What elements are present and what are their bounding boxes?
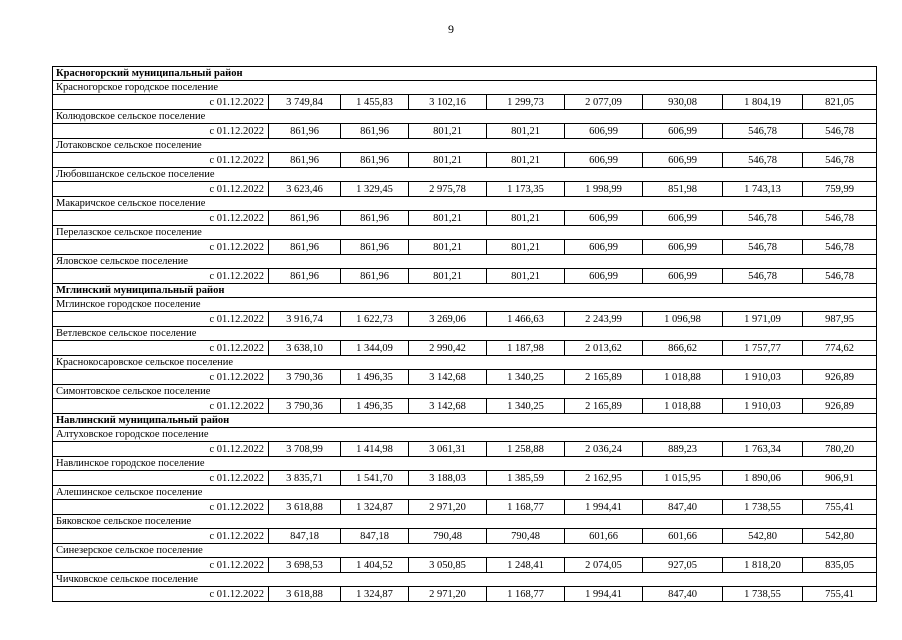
tariff-value-cell: 3 050,85 bbox=[409, 558, 487, 573]
tariff-value-cell: 801,21 bbox=[409, 153, 487, 168]
tariff-value-cell: 606,99 bbox=[565, 211, 643, 226]
tariff-value-cell: 546,78 bbox=[723, 211, 803, 226]
tariff-values-row bbox=[53, 399, 877, 414]
tariff-value-cell: 1 187,98 bbox=[487, 341, 565, 356]
tariff-value-cell: 606,99 bbox=[565, 153, 643, 168]
settlement-row bbox=[53, 226, 877, 240]
settlement-name: Любовшанское сельское поселение bbox=[53, 168, 877, 182]
effective-date-cell: с 01.12.2022 bbox=[53, 240, 269, 255]
tariff-value-cell: 3 790,36 bbox=[269, 399, 341, 414]
tariff-value-cell: 1 324,87 bbox=[341, 500, 409, 515]
settlement-name: Краснокосаровское сельское поселение bbox=[53, 356, 877, 370]
settlement-name: Лотаковское сельское поселение bbox=[53, 139, 877, 153]
tariff-value-cell: 1 096,98 bbox=[643, 312, 723, 327]
tariff-value-cell: 2 036,24 bbox=[565, 442, 643, 457]
effective-date-cell: с 01.12.2022 bbox=[53, 182, 269, 197]
tariff-value-cell: 1 173,35 bbox=[487, 182, 565, 197]
tariff-value-cell: 847,40 bbox=[643, 587, 723, 602]
settlement-name: Бяковское сельское поселение bbox=[53, 515, 877, 529]
tariff-value-cell: 1 015,95 bbox=[643, 471, 723, 486]
tariff-value-cell: 3 618,88 bbox=[269, 587, 341, 602]
tariff-values-row bbox=[53, 529, 877, 544]
effective-date-cell: с 01.12.2022 bbox=[53, 95, 269, 110]
tariff-value-cell: 1 971,09 bbox=[723, 312, 803, 327]
section-row bbox=[53, 414, 877, 428]
effective-date-cell: с 01.12.2022 bbox=[53, 153, 269, 168]
tariff-value-cell: 1 998,99 bbox=[565, 182, 643, 197]
tariff-value-cell: 1 910,03 bbox=[723, 399, 803, 414]
tariff-value-cell: 851,98 bbox=[643, 182, 723, 197]
tariff-value-cell: 801,21 bbox=[409, 124, 487, 139]
tariff-value-cell: 606,99 bbox=[643, 240, 723, 255]
tariff-value-cell: 801,21 bbox=[409, 211, 487, 226]
tariff-value-cell: 2 165,89 bbox=[565, 370, 643, 385]
tariff-values-row bbox=[53, 153, 877, 168]
tariff-value-cell: 1 541,70 bbox=[341, 471, 409, 486]
settlement-row bbox=[53, 168, 877, 182]
tariff-value-cell: 801,21 bbox=[487, 153, 565, 168]
tariff-value-cell: 930,08 bbox=[643, 95, 723, 110]
settlement-name: Яловское сельское поселение bbox=[53, 255, 877, 269]
tariff-values-row bbox=[53, 370, 877, 385]
tariff-value-cell: 542,80 bbox=[723, 529, 803, 544]
tariff-value-cell: 926,89 bbox=[803, 370, 877, 385]
tariff-value-cell: 2 074,05 bbox=[565, 558, 643, 573]
tariff-value-cell: 2 165,89 bbox=[565, 399, 643, 414]
tariff-value-cell: 2 990,42 bbox=[409, 341, 487, 356]
tariff-value-cell: 2 975,78 bbox=[409, 182, 487, 197]
tariff-value-cell: 546,78 bbox=[723, 153, 803, 168]
tariff-value-cell: 3 061,31 bbox=[409, 442, 487, 457]
tariff-table bbox=[52, 66, 877, 602]
tariff-value-cell: 889,23 bbox=[643, 442, 723, 457]
tariff-value-cell: 3 188,03 bbox=[409, 471, 487, 486]
tariff-value-cell: 861,96 bbox=[341, 240, 409, 255]
tariff-value-cell: 546,78 bbox=[803, 240, 877, 255]
tariff-value-cell: 1 385,59 bbox=[487, 471, 565, 486]
settlement-row bbox=[53, 327, 877, 341]
tariff-value-cell: 601,66 bbox=[643, 529, 723, 544]
tariff-values-row bbox=[53, 500, 877, 515]
tariff-value-cell: 1 763,34 bbox=[723, 442, 803, 457]
tariff-value-cell: 835,05 bbox=[803, 558, 877, 573]
tariff-value-cell: 601,66 bbox=[565, 529, 643, 544]
tariff-value-cell: 606,99 bbox=[643, 211, 723, 226]
tariff-value-cell: 3 102,16 bbox=[409, 95, 487, 110]
tariff-value-cell: 755,41 bbox=[803, 587, 877, 602]
section-title: Красногорский муниципальный район bbox=[53, 67, 877, 81]
tariff-value-cell: 3 698,53 bbox=[269, 558, 341, 573]
tariff-value-cell: 1 738,55 bbox=[723, 587, 803, 602]
tariff-value-cell: 546,78 bbox=[803, 153, 877, 168]
tariff-value-cell: 861,96 bbox=[269, 153, 341, 168]
tariff-value-cell: 1 404,52 bbox=[341, 558, 409, 573]
tariff-value-cell: 1 455,83 bbox=[341, 95, 409, 110]
tariff-value-cell: 3 623,46 bbox=[269, 182, 341, 197]
tariff-value-cell: 1 496,35 bbox=[341, 399, 409, 414]
section-row bbox=[53, 284, 877, 298]
settlement-row bbox=[53, 356, 877, 370]
settlement-row bbox=[53, 544, 877, 558]
tariff-value-cell: 1 018,88 bbox=[643, 370, 723, 385]
tariff-values-row bbox=[53, 312, 877, 327]
effective-date-cell: с 01.12.2022 bbox=[53, 442, 269, 457]
tariff-value-cell: 821,05 bbox=[803, 95, 877, 110]
tariff-value-cell: 987,95 bbox=[803, 312, 877, 327]
settlement-row bbox=[53, 486, 877, 500]
tariff-value-cell: 1 757,77 bbox=[723, 341, 803, 356]
tariff-value-cell: 1 890,06 bbox=[723, 471, 803, 486]
tariff-value-cell: 546,78 bbox=[723, 269, 803, 284]
settlement-row bbox=[53, 515, 877, 529]
tariff-value-cell: 755,41 bbox=[803, 500, 877, 515]
tariff-value-cell: 861,96 bbox=[269, 124, 341, 139]
tariff-value-cell: 1 818,20 bbox=[723, 558, 803, 573]
settlement-row bbox=[53, 81, 877, 95]
tariff-value-cell: 847,18 bbox=[269, 529, 341, 544]
tariff-value-cell: 3 749,84 bbox=[269, 95, 341, 110]
tariff-value-cell: 801,21 bbox=[487, 269, 565, 284]
tariff-value-cell: 1 994,41 bbox=[565, 587, 643, 602]
tariff-value-cell: 546,78 bbox=[803, 269, 877, 284]
tariff-value-cell: 847,18 bbox=[341, 529, 409, 544]
settlement-row bbox=[53, 298, 877, 312]
settlement-row bbox=[53, 139, 877, 153]
tariff-value-cell: 1 299,73 bbox=[487, 95, 565, 110]
tariff-value-cell: 861,96 bbox=[269, 269, 341, 284]
settlement-name: Мглинское городское поселение bbox=[53, 298, 877, 312]
tariff-value-cell: 759,99 bbox=[803, 182, 877, 197]
tariff-value-cell: 606,99 bbox=[565, 124, 643, 139]
tariff-value-cell: 1 994,41 bbox=[565, 500, 643, 515]
effective-date-cell: с 01.12.2022 bbox=[53, 471, 269, 486]
tariff-value-cell: 926,89 bbox=[803, 399, 877, 414]
table-body bbox=[53, 67, 877, 602]
tariff-values-row bbox=[53, 95, 877, 110]
tariff-value-cell: 1 414,98 bbox=[341, 442, 409, 457]
tariff-values-row bbox=[53, 442, 877, 457]
tariff-value-cell: 866,62 bbox=[643, 341, 723, 356]
effective-date-cell: с 01.12.2022 bbox=[53, 312, 269, 327]
settlement-row bbox=[53, 428, 877, 442]
tariff-values-row bbox=[53, 558, 877, 573]
tariff-value-cell: 861,96 bbox=[341, 153, 409, 168]
tariff-values-row bbox=[53, 269, 877, 284]
settlement-row bbox=[53, 110, 877, 124]
settlement-name: Чичковское сельское поселение bbox=[53, 573, 877, 587]
tariff-value-cell: 1 804,19 bbox=[723, 95, 803, 110]
section-title: Навлинский муниципальный район bbox=[53, 414, 877, 428]
tariff-value-cell: 847,40 bbox=[643, 500, 723, 515]
effective-date-cell: с 01.12.2022 bbox=[53, 558, 269, 573]
section-row bbox=[53, 67, 877, 81]
tariff-value-cell: 1 168,77 bbox=[487, 587, 565, 602]
settlement-name: Макаричское сельское поселение bbox=[53, 197, 877, 211]
tariff-value-cell: 2 971,20 bbox=[409, 587, 487, 602]
tariff-value-cell: 861,96 bbox=[341, 211, 409, 226]
settlement-row bbox=[53, 385, 877, 399]
settlement-name: Алтуховское городское поселение bbox=[53, 428, 877, 442]
tariff-value-cell: 3 142,68 bbox=[409, 399, 487, 414]
tariff-value-cell: 1 340,25 bbox=[487, 399, 565, 414]
settlement-row bbox=[53, 573, 877, 587]
tariff-value-cell: 606,99 bbox=[565, 240, 643, 255]
tariff-value-cell: 546,78 bbox=[723, 124, 803, 139]
tariff-value-cell: 3 142,68 bbox=[409, 370, 487, 385]
settlement-name: Перелазское сельское поселение bbox=[53, 226, 877, 240]
tariff-value-cell: 801,21 bbox=[409, 240, 487, 255]
tariff-value-cell: 3 618,88 bbox=[269, 500, 341, 515]
tariff-value-cell: 3 638,10 bbox=[269, 341, 341, 356]
tariff-value-cell: 2 013,62 bbox=[565, 341, 643, 356]
tariff-value-cell: 542,80 bbox=[803, 529, 877, 544]
tariff-value-cell: 606,99 bbox=[565, 269, 643, 284]
effective-date-cell: с 01.12.2022 bbox=[53, 341, 269, 356]
tariff-value-cell: 3 708,99 bbox=[269, 442, 341, 457]
effective-date-cell: с 01.12.2022 bbox=[53, 399, 269, 414]
tariff-value-cell: 606,99 bbox=[643, 269, 723, 284]
tariff-value-cell: 861,96 bbox=[269, 211, 341, 226]
settlement-row bbox=[53, 457, 877, 471]
tariff-values-row bbox=[53, 240, 877, 255]
tariff-value-cell: 1 329,45 bbox=[341, 182, 409, 197]
page-number: 9 bbox=[448, 22, 454, 36]
tariff-value-cell: 774,62 bbox=[803, 341, 877, 356]
tariff-values-row bbox=[53, 341, 877, 356]
section-title: Мглинский муниципальный район bbox=[53, 284, 877, 298]
tariff-value-cell: 780,20 bbox=[803, 442, 877, 457]
effective-date-cell: с 01.12.2022 bbox=[53, 587, 269, 602]
settlement-name: Красногорское городское поселение bbox=[53, 81, 877, 95]
tariff-value-cell: 861,96 bbox=[269, 240, 341, 255]
tariff-value-cell: 1 340,25 bbox=[487, 370, 565, 385]
tariff-value-cell: 1 258,88 bbox=[487, 442, 565, 457]
tariff-value-cell: 546,78 bbox=[803, 211, 877, 226]
tariff-value-cell: 2 243,99 bbox=[565, 312, 643, 327]
tariff-value-cell: 790,48 bbox=[487, 529, 565, 544]
tariff-value-cell: 927,05 bbox=[643, 558, 723, 573]
settlement-name: Синезерское сельское поселение bbox=[53, 544, 877, 558]
tariff-value-cell: 801,21 bbox=[487, 240, 565, 255]
tariff-value-cell: 1 622,73 bbox=[341, 312, 409, 327]
tariff-value-cell: 2 077,09 bbox=[565, 95, 643, 110]
tariff-value-cell: 861,96 bbox=[341, 269, 409, 284]
settlement-name: Навлинское городское поселение bbox=[53, 457, 877, 471]
tariff-value-cell: 2 162,95 bbox=[565, 471, 643, 486]
settlement-name: Алешинское сельское поселение bbox=[53, 486, 877, 500]
tariff-value-cell: 3 916,74 bbox=[269, 312, 341, 327]
effective-date-cell: с 01.12.2022 bbox=[53, 124, 269, 139]
settlement-name: Симонтовское сельское поселение bbox=[53, 385, 877, 399]
settlement-row bbox=[53, 197, 877, 211]
tariff-value-cell: 1 324,87 bbox=[341, 587, 409, 602]
tariff-value-cell: 2 971,20 bbox=[409, 500, 487, 515]
tariff-value-cell: 1 910,03 bbox=[723, 370, 803, 385]
tariff-value-cell: 1 018,88 bbox=[643, 399, 723, 414]
tariff-values-row bbox=[53, 211, 877, 226]
tariff-value-cell: 1 344,09 bbox=[341, 341, 409, 356]
effective-date-cell: с 01.12.2022 bbox=[53, 370, 269, 385]
settlement-name: Колюдовское сельское поселение bbox=[53, 110, 877, 124]
tariff-values-row bbox=[53, 124, 877, 139]
effective-date-cell: с 01.12.2022 bbox=[53, 269, 269, 284]
tariff-value-cell: 1 738,55 bbox=[723, 500, 803, 515]
tariff-value-cell: 1 496,35 bbox=[341, 370, 409, 385]
effective-date-cell: с 01.12.2022 bbox=[53, 211, 269, 226]
tariff-value-cell: 790,48 bbox=[409, 529, 487, 544]
tariff-value-cell: 861,96 bbox=[341, 124, 409, 139]
tariff-value-cell: 546,78 bbox=[723, 240, 803, 255]
tariff-value-cell: 3 269,06 bbox=[409, 312, 487, 327]
settlement-name: Ветлевское сельское поселение bbox=[53, 327, 877, 341]
tariff-value-cell: 3 835,71 bbox=[269, 471, 341, 486]
tariff-value-cell: 1 466,63 bbox=[487, 312, 565, 327]
tariff-value-cell: 1 248,41 bbox=[487, 558, 565, 573]
effective-date-cell: с 01.12.2022 bbox=[53, 529, 269, 544]
tariff-value-cell: 1 743,13 bbox=[723, 182, 803, 197]
tariff-values-row bbox=[53, 471, 877, 486]
tariff-value-cell: 546,78 bbox=[803, 124, 877, 139]
effective-date-cell: с 01.12.2022 bbox=[53, 500, 269, 515]
tariff-value-cell: 1 168,77 bbox=[487, 500, 565, 515]
tariff-value-cell: 3 790,36 bbox=[269, 370, 341, 385]
tariff-value-cell: 606,99 bbox=[643, 153, 723, 168]
tariff-value-cell: 606,99 bbox=[643, 124, 723, 139]
tariff-value-cell: 801,21 bbox=[487, 124, 565, 139]
tariff-value-cell: 906,91 bbox=[803, 471, 877, 486]
settlement-row bbox=[53, 255, 877, 269]
tariff-value-cell: 801,21 bbox=[487, 211, 565, 226]
tariff-values-row bbox=[53, 182, 877, 197]
tariff-value-cell: 801,21 bbox=[409, 269, 487, 284]
tariff-values-row bbox=[53, 587, 877, 602]
